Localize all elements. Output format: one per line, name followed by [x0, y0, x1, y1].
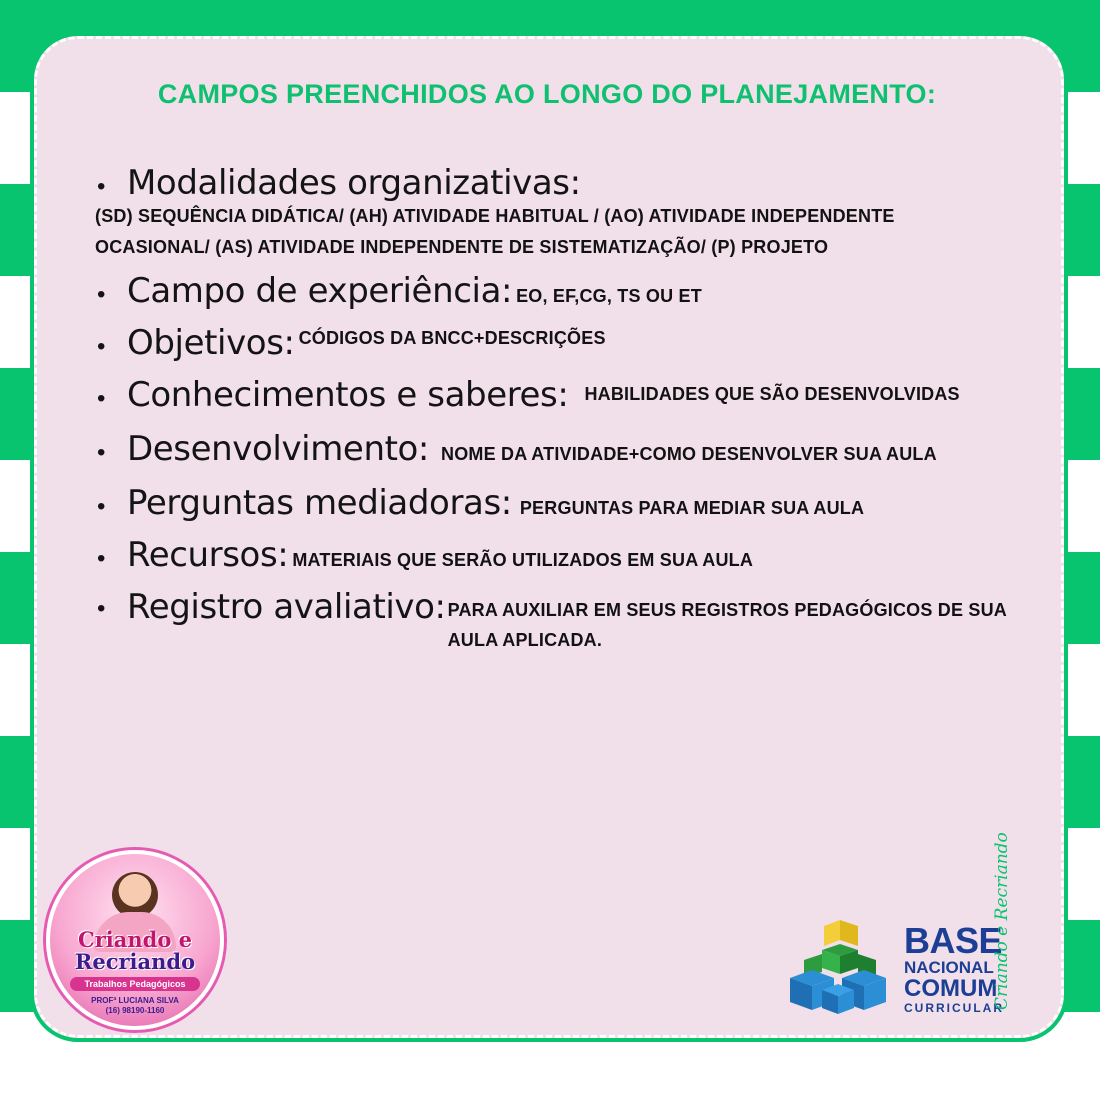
item-description: NOME DA ATIVIDADE+COMO DESENVOLVER SUA AULA — [441, 444, 937, 464]
bncc-line3: COMUM — [904, 975, 998, 1002]
criando-recriando-logo — [46, 850, 224, 1030]
bullet-icon: • — [97, 385, 106, 412]
cubes-icon — [782, 916, 894, 1022]
bncc-wordmark — [904, 920, 1004, 1015]
item-description: (SD) SEQUÊNCIA DIDÁTICA/ (AH) ATIVIDADE HABITUAL / (AO) ATIVIDADE INDEPENDENTE OCASIONAL/ (AS) ATIVIDADE INDEPENDENTE DE SISTEMATIZAÇÃO/ (P) PROJETO — [95, 206, 895, 257]
list-item-campo — [97, 271, 702, 311]
logo-subtitle: Trabalhos Pedagógicos — [70, 977, 200, 991]
bncc-logo — [782, 916, 1012, 1026]
signature-text: Criando e Recriando — [992, 832, 1012, 1010]
logo-title — [50, 929, 220, 973]
item-label: Conhecimentos e saberes: — [127, 375, 569, 415]
list-item-objetivos — [97, 323, 606, 363]
logo-title-line1: Criando e — [78, 927, 192, 952]
bullet-icon: • — [97, 493, 106, 520]
item-description: PERGUNTAS PARA MEDIAR SUA AULA — [519, 498, 865, 518]
page-title: CAMPOS PREENCHIDOS AO LONGO DO PLANEJAMENTO: — [157, 79, 937, 109]
item-label: Perguntas mediadoras: — [127, 483, 512, 523]
item-label: Objetivos: — [127, 323, 295, 363]
item-label: Recursos: — [127, 535, 289, 575]
list-item-modalidades — [97, 163, 581, 203]
item-description: EO, EF,CG, TS OU ET — [516, 286, 702, 306]
item-description: MATERIAIS QUE SERÃO UTILIZADOS EM SUA AULA — [292, 550, 754, 570]
list-item-registro — [97, 587, 1048, 655]
item-label: Registro avaliativo: — [127, 587, 446, 627]
list-item-perguntas — [97, 483, 864, 523]
bullet-icon: • — [97, 439, 106, 466]
list-item-conhecimentos — [97, 375, 960, 415]
logo-title-line2: Recriando — [74, 949, 196, 974]
bullet-icon: • — [97, 281, 106, 308]
item-label: Desenvolvimento: — [127, 429, 429, 469]
list-item-desenvolvimento — [97, 429, 937, 469]
bncc-line2: NACIONAL — [904, 958, 994, 977]
bullet-icon: • — [97, 173, 106, 200]
bullet-icon: • — [97, 333, 106, 360]
item-label: Campo de experiência: — [127, 271, 513, 311]
item-label: Modalidades organizativas: — [127, 163, 581, 203]
list-item-recursos — [97, 535, 753, 575]
bullet-icon: • — [97, 595, 106, 622]
item-description: PARA AUXILIAR EM SEUS REGISTROS PEDAGÓGICOS DE SUA AULA APLICADA. — [447, 600, 1007, 650]
item-description: HABILIDADES QUE SÃO DESENVOLVIDAS — [584, 384, 960, 404]
logo-author: PROFª LUCIANA SILVA — [91, 996, 179, 1005]
logo-phone: (16) 98190-1160 — [105, 1006, 165, 1015]
bncc-line4: CURRICULAR — [904, 1001, 1004, 1015]
item-description: CÓDIGOS DA BNCC+DESCRIÇÕES — [298, 328, 606, 348]
bncc-line1: BASE — [904, 920, 1003, 961]
bullet-icon: • — [97, 545, 106, 572]
logo-contact — [50, 996, 220, 1016]
